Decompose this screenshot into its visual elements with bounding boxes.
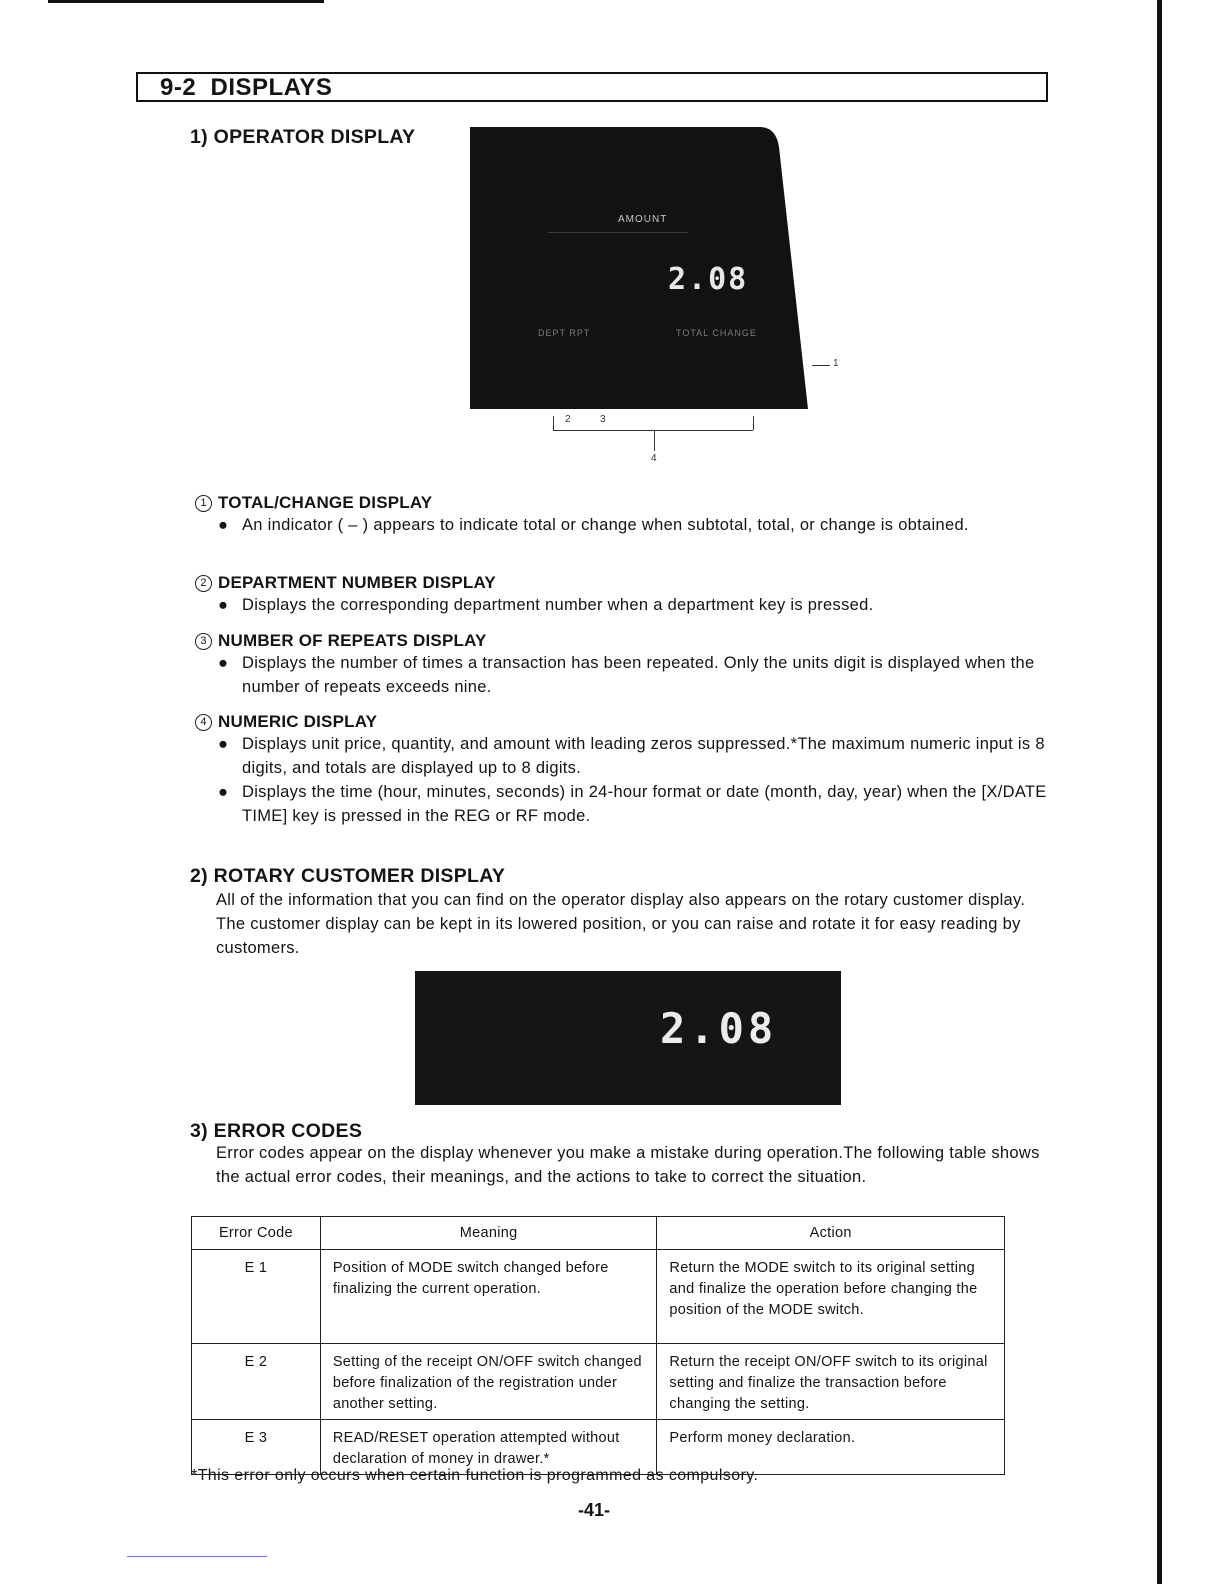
column-header-meaning: Meaning bbox=[320, 1217, 657, 1250]
callout-3: 3 bbox=[600, 414, 606, 425]
error-codes-heading: 3) ERROR CODES bbox=[190, 1120, 363, 1142]
action-cell: Return the MODE switch to its original setting and finalize the operation before changing the position of the MODE switch. bbox=[657, 1250, 1005, 1344]
item-4-title: NUMERIC DISPLAY bbox=[218, 712, 378, 731]
page-number: -41- bbox=[578, 1500, 611, 1520]
callout-1-line bbox=[812, 365, 830, 366]
operator-display-heading: 1) OPERATOR DISPLAY bbox=[190, 126, 416, 148]
callout-4-line bbox=[654, 431, 655, 451]
callout-1: 1 bbox=[833, 358, 839, 369]
amount-label: AMOUNT bbox=[618, 214, 668, 225]
operator-amount-value: 2.08 bbox=[668, 262, 749, 297]
customer-display-paragraph: All of the information that you can find on the operator display also appears on the rotary customer display. The customer display can be kept in its lowered position, or you can raise and rotate it for easy reading by customers. bbox=[216, 891, 1026, 957]
callout-2: 2 bbox=[565, 414, 571, 425]
action-cell: Perform money declaration. bbox=[657, 1420, 1005, 1475]
display-rule bbox=[548, 232, 688, 233]
item-3-bullet-1: ● Displays the number of times a transaction has been repeated. Only the units digit is displayed when the number of repeats exceeds nine. bbox=[218, 654, 1035, 696]
item-1-bullet-1: ● An indicator ( – ) appears to indicate total or change when subtotal, total, or change is obtained. bbox=[218, 516, 969, 534]
table-row bbox=[192, 1250, 1005, 1344]
section-number: 9-2 bbox=[160, 74, 197, 101]
item-1-title: TOTAL/CHANGE DISPLAY bbox=[218, 493, 433, 512]
item-2-number: 2 bbox=[195, 575, 212, 592]
item-2-title: DEPARTMENT NUMBER DISPLAY bbox=[218, 573, 496, 592]
callout-4: 4 bbox=[651, 453, 657, 464]
callout-bracket-left bbox=[553, 416, 554, 430]
table-row bbox=[192, 1344, 1005, 1420]
error-codes-paragraph: Error codes appear on the display whenever you make a mistake during operation.The following table shows the actual error codes, their meanings, and the actions to take to correct the situation. bbox=[216, 1144, 1040, 1186]
customer-amount-value: 2.08 bbox=[660, 1004, 778, 1053]
item-1-number: 1 bbox=[195, 495, 212, 512]
item-2-heading bbox=[195, 573, 496, 593]
error-code-cell: E 1 bbox=[192, 1250, 321, 1344]
meaning-cell: Setting of the receipt ON/OFF switch changed before finalization of the registration under another setting. bbox=[320, 1344, 657, 1420]
section-name: DISPLAYS bbox=[210, 74, 333, 101]
item-3-title: NUMBER OF REPEATS DISPLAY bbox=[218, 631, 487, 650]
item-4-heading bbox=[195, 712, 377, 732]
dept-rpt-label: DEPT RPT bbox=[538, 328, 591, 338]
error-codes-table bbox=[191, 1216, 1005, 1475]
operator-display-figure bbox=[470, 127, 810, 409]
item-4-number: 4 bbox=[195, 714, 212, 731]
item-1-heading bbox=[195, 493, 432, 513]
error-code-cell: E 2 bbox=[192, 1344, 321, 1420]
bottom-rule bbox=[127, 1556, 267, 1557]
item-3-number: 3 bbox=[195, 633, 212, 650]
column-header-action: Action bbox=[657, 1217, 1005, 1250]
item-2-bullet-1: ● Displays the corresponding department number when a department key is pressed. bbox=[218, 596, 874, 614]
table-header-row bbox=[192, 1217, 1005, 1250]
section-title bbox=[160, 74, 332, 102]
top-rule bbox=[48, 0, 324, 3]
total-change-label: TOTAL CHANGE bbox=[676, 328, 757, 338]
item-4-bullet-1: ● Displays unit price, quantity, and amount with leading zeros suppressed.*The maximum numeric input is 8 digits, and totals are displayed up to 8 digits. bbox=[218, 735, 1045, 777]
customer-display-heading: 2) ROTARY CUSTOMER DISPLAY bbox=[190, 865, 506, 887]
item-4-bullet-2: ● Displays the time (hour, minutes, seconds) in 24-hour format or date (month, day, year) when the [X/DATE TIME] key is pressed in the REG or RF mode. bbox=[218, 783, 1047, 825]
column-header-error-code: Error Code bbox=[192, 1217, 321, 1250]
scan-edge bbox=[1157, 0, 1162, 1584]
callout-bracket-bottom bbox=[553, 430, 753, 431]
callout-bracket-right bbox=[753, 416, 754, 430]
action-cell: Return the receipt ON/OFF switch to its original setting and finalize the transaction before changing the setting. bbox=[657, 1344, 1005, 1420]
meaning-cell: Position of MODE switch changed before finalizing the current operation. bbox=[320, 1250, 657, 1344]
item-3-heading bbox=[195, 631, 487, 651]
footnote: *This error only occurs when certain function is programmed as compulsory. bbox=[191, 1467, 759, 1484]
meaning-cell: READ/RESET operation attempted without declaration of money in drawer.* bbox=[320, 1420, 657, 1475]
error-code-cell: E 3 bbox=[192, 1420, 321, 1475]
